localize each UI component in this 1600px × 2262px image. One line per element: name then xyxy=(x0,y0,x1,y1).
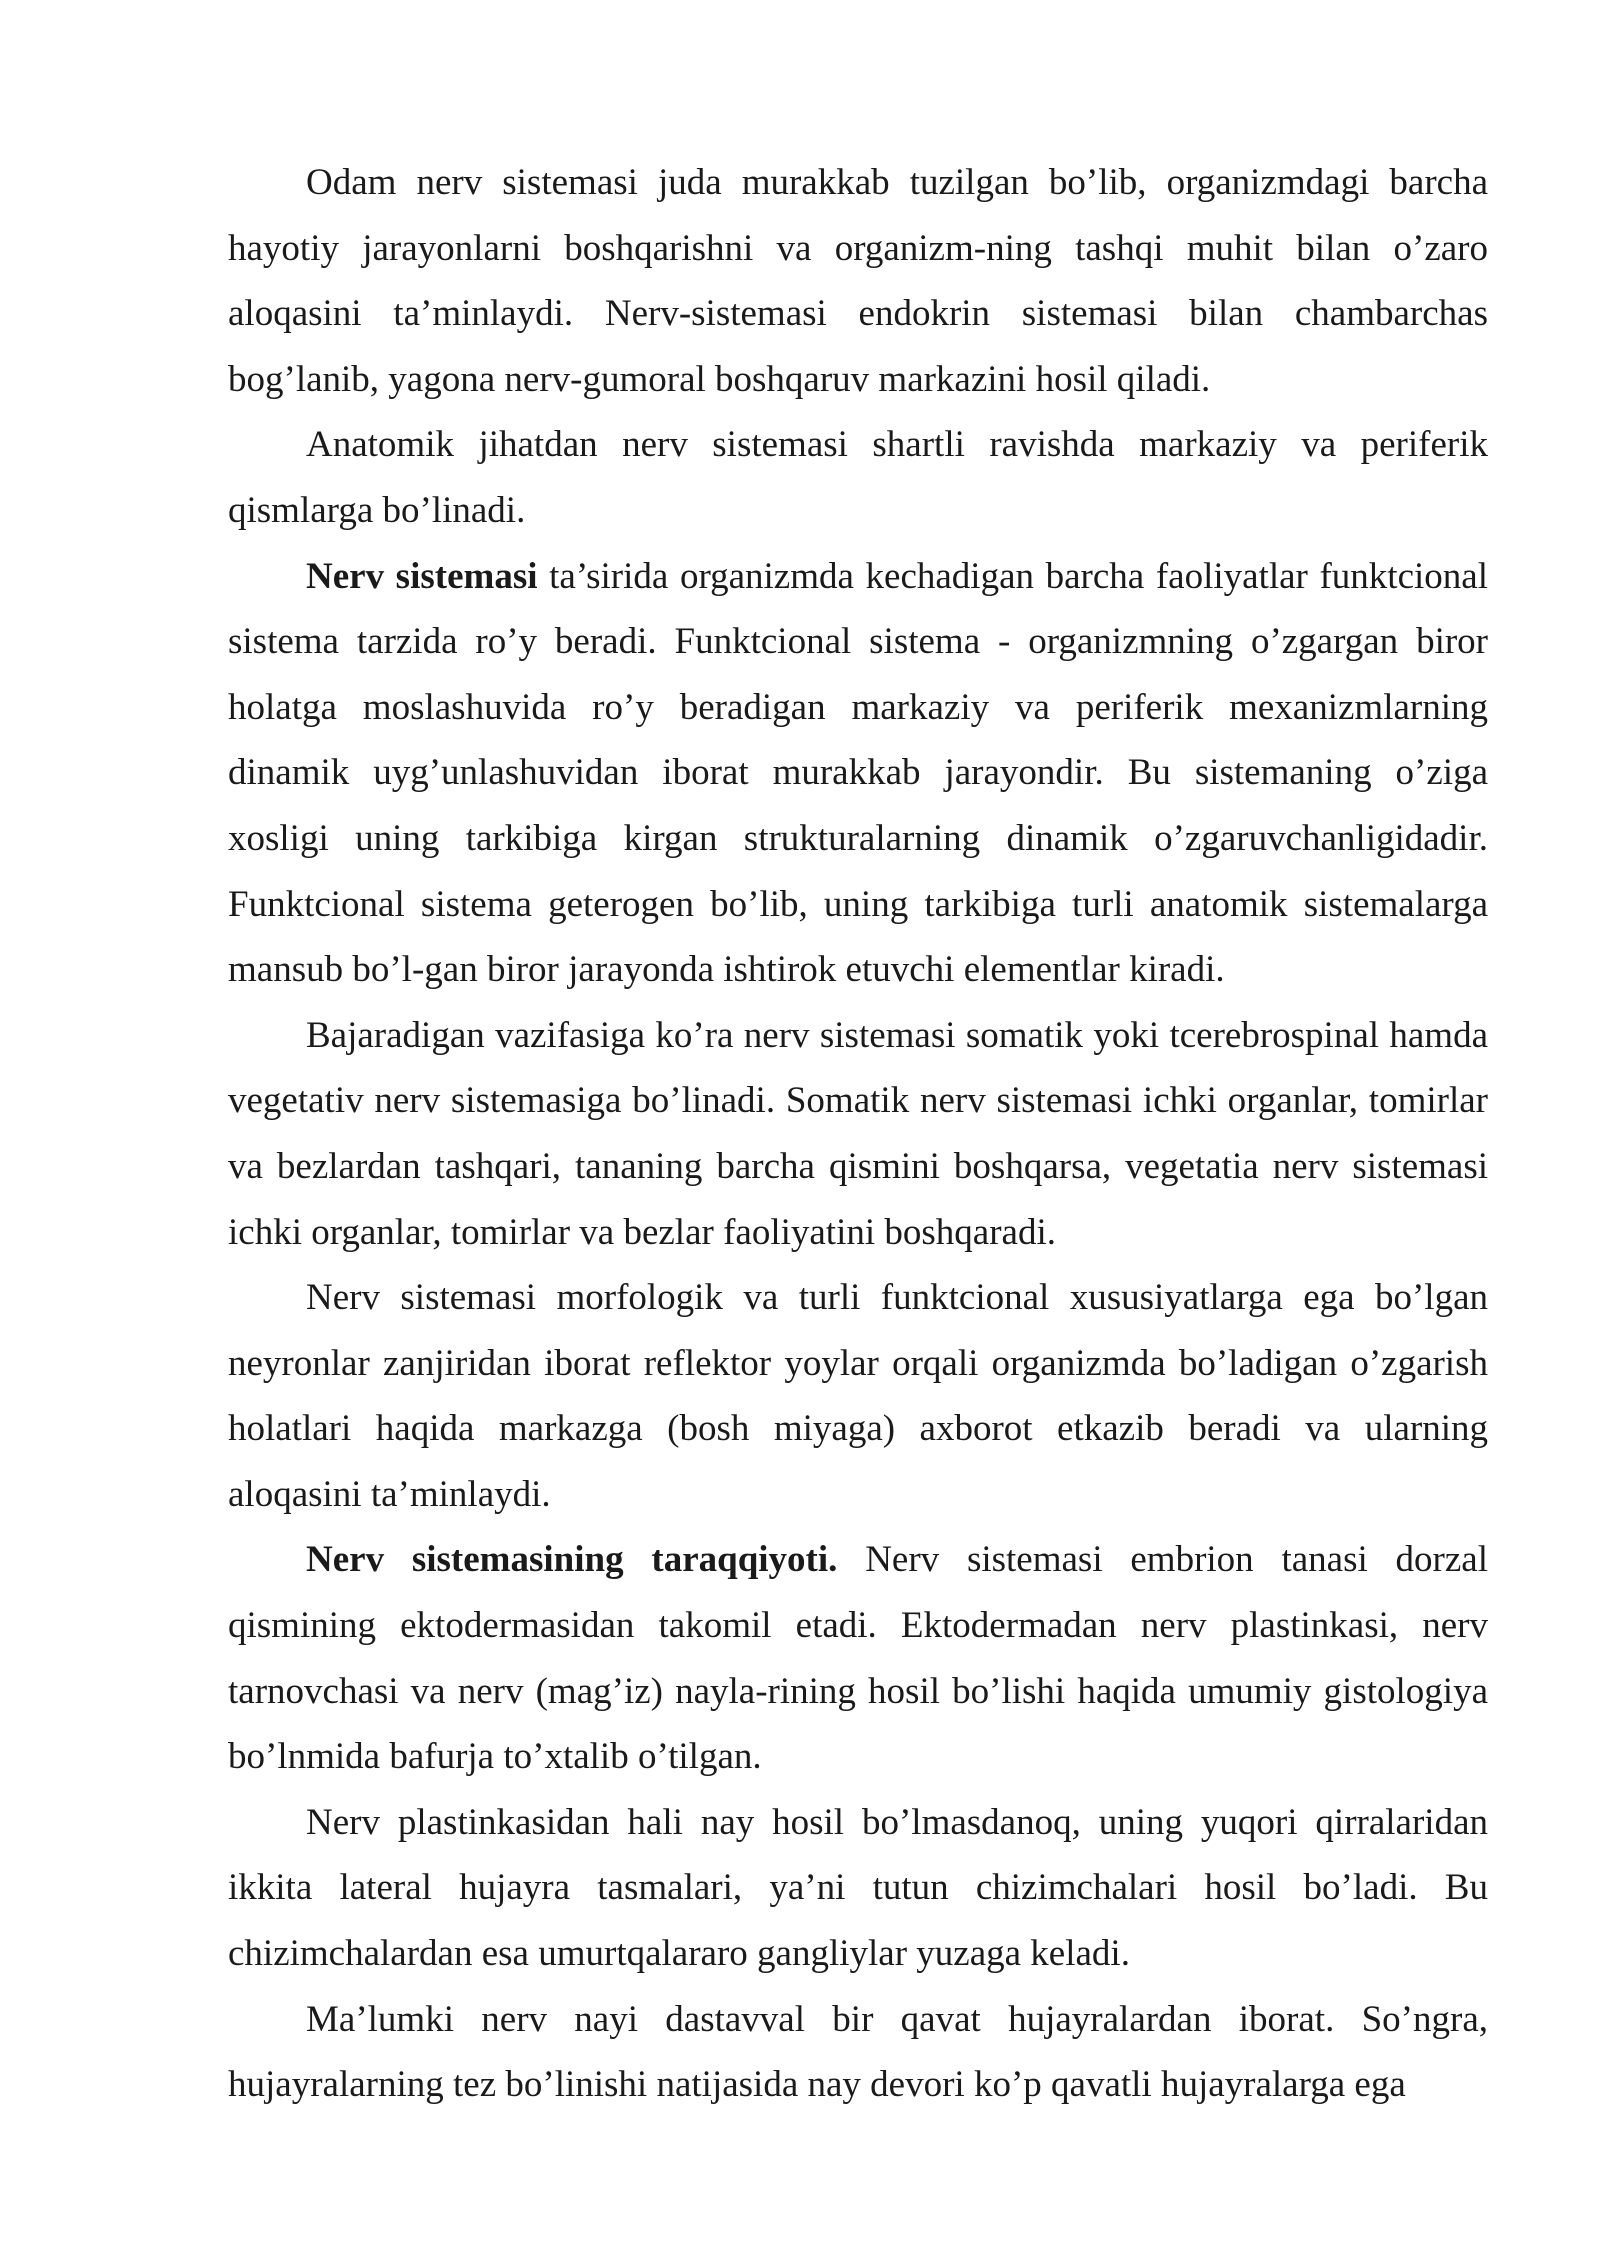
paragraph-text: Nerv sistemasi morfologik va turli funktcional xususiyatlarga ega bo’lgan neyronlar zanjiridan iborat reflektor yoylar orqali organizmda bo’ladigan o’zgarish holatlari haqida markazga (bosh miyaga) axborot etkazib beradi va ularning aloqasini ta’minlaydi. xyxy=(228,1277,1488,1515)
bold-term: Nerv sistemasi xyxy=(306,555,538,597)
paragraph-text: Anatomik jihatdan nerv sistemasi shartli ravishda markaziy va periferik qismlarga bo’linadi. xyxy=(228,424,1488,531)
paragraph-4 xyxy=(228,1003,1488,1265)
document-page xyxy=(228,150,1488,2118)
section-heading: Nerv sistemasining taraqqiyoti. xyxy=(306,1539,838,1581)
paragraph-text: Ma’lumki nerv nayi dastavval bir qavat hujayralardan iborat. So’ngra, hujayralarning tez bo’linishi natijasida nay devori ko’p qavatli hujayralarga ega xyxy=(228,1998,1488,2106)
paragraph-3 xyxy=(228,544,1488,1003)
paragraph-text: Nerv sistemasi embrion tanasi dorzal qismining ektodermasidan takomil etadi. Ektodermadan nerv plastinkasi, nerv tarnovchasi va nerv (mag’iz) nayla-rining hosil bo’lishi haqida umumiy gistologiya bo’lnmida bafurja to’xtalib o’tilgan. xyxy=(228,1539,1488,1778)
paragraph-text: Bajaradigan vazifasiga ko’ra nerv sistemasi somatik yoki tcerebrospinal hamda vegetativ nerv sistemasiga bo’linadi. Somatik nerv sistemasi ichki organlar, tomirlar va bezlardan tashqari, tananing barcha qismini boshqarsa, vegetatia nerv sistemasi ichki organlar, tomirlar va bezlar faoliyatini boshqaradi. xyxy=(228,1014,1488,1253)
paragraph-7 xyxy=(228,1790,1488,1987)
paragraph-text: Odam nerv sistemasi juda murakkab tuzilgan bo’lib, organizmdagi barcha hayotiy jarayonlarni boshqarishni va organizm-ning tashqi muhit bilan o’zaro aloqasini ta’minlaydi. Nerv-sistemasi endokrin sistemasi bilan chambarchas bog’lanib, yagona nerv-gumoral boshqaruv markazini hosil qiladi. xyxy=(228,162,1488,400)
paragraph-6 xyxy=(228,1527,1488,1789)
paragraph-2 xyxy=(228,412,1488,543)
paragraph-text: Nerv plastinkasidan hali nay hosil bo’lmasdanoq, uning yuqori qirralaridan ikkita lateral hujayra tasmalari, ya’ni tutun chizimchalari hosil bo’ladi. Bu chizimchalardan esa umurtqalararo gangliylar yuzaga keladi. xyxy=(228,1801,1488,1975)
paragraph-text: ta’sirida organizmda kechadigan barcha faoliyatlar funktcional sistema tarzida ro’y beradi. Funktcional sistema - organizmning o’zgargan biror holatga moslashuvida ro’y beradigan markaziy va periferik mexanizmlarning dinamik uyg’unlashuvidan iborat murakkab jarayondir. Bu sistemaning o’ziga xosligi uning tarkibiga kirgan strukturalarning dinamik o’zgaruvchanligidadir. Funktcional sistema geterogen bo’lib, uning tarkibiga turli anatomik sistemalarga mansub bo’l-gan biror jarayonda ishtirok etuvchi elementlar kiradi. xyxy=(228,555,1488,991)
paragraph-5 xyxy=(228,1265,1488,1527)
paragraph-1 xyxy=(228,150,1488,412)
paragraph-8 xyxy=(228,1987,1488,2118)
